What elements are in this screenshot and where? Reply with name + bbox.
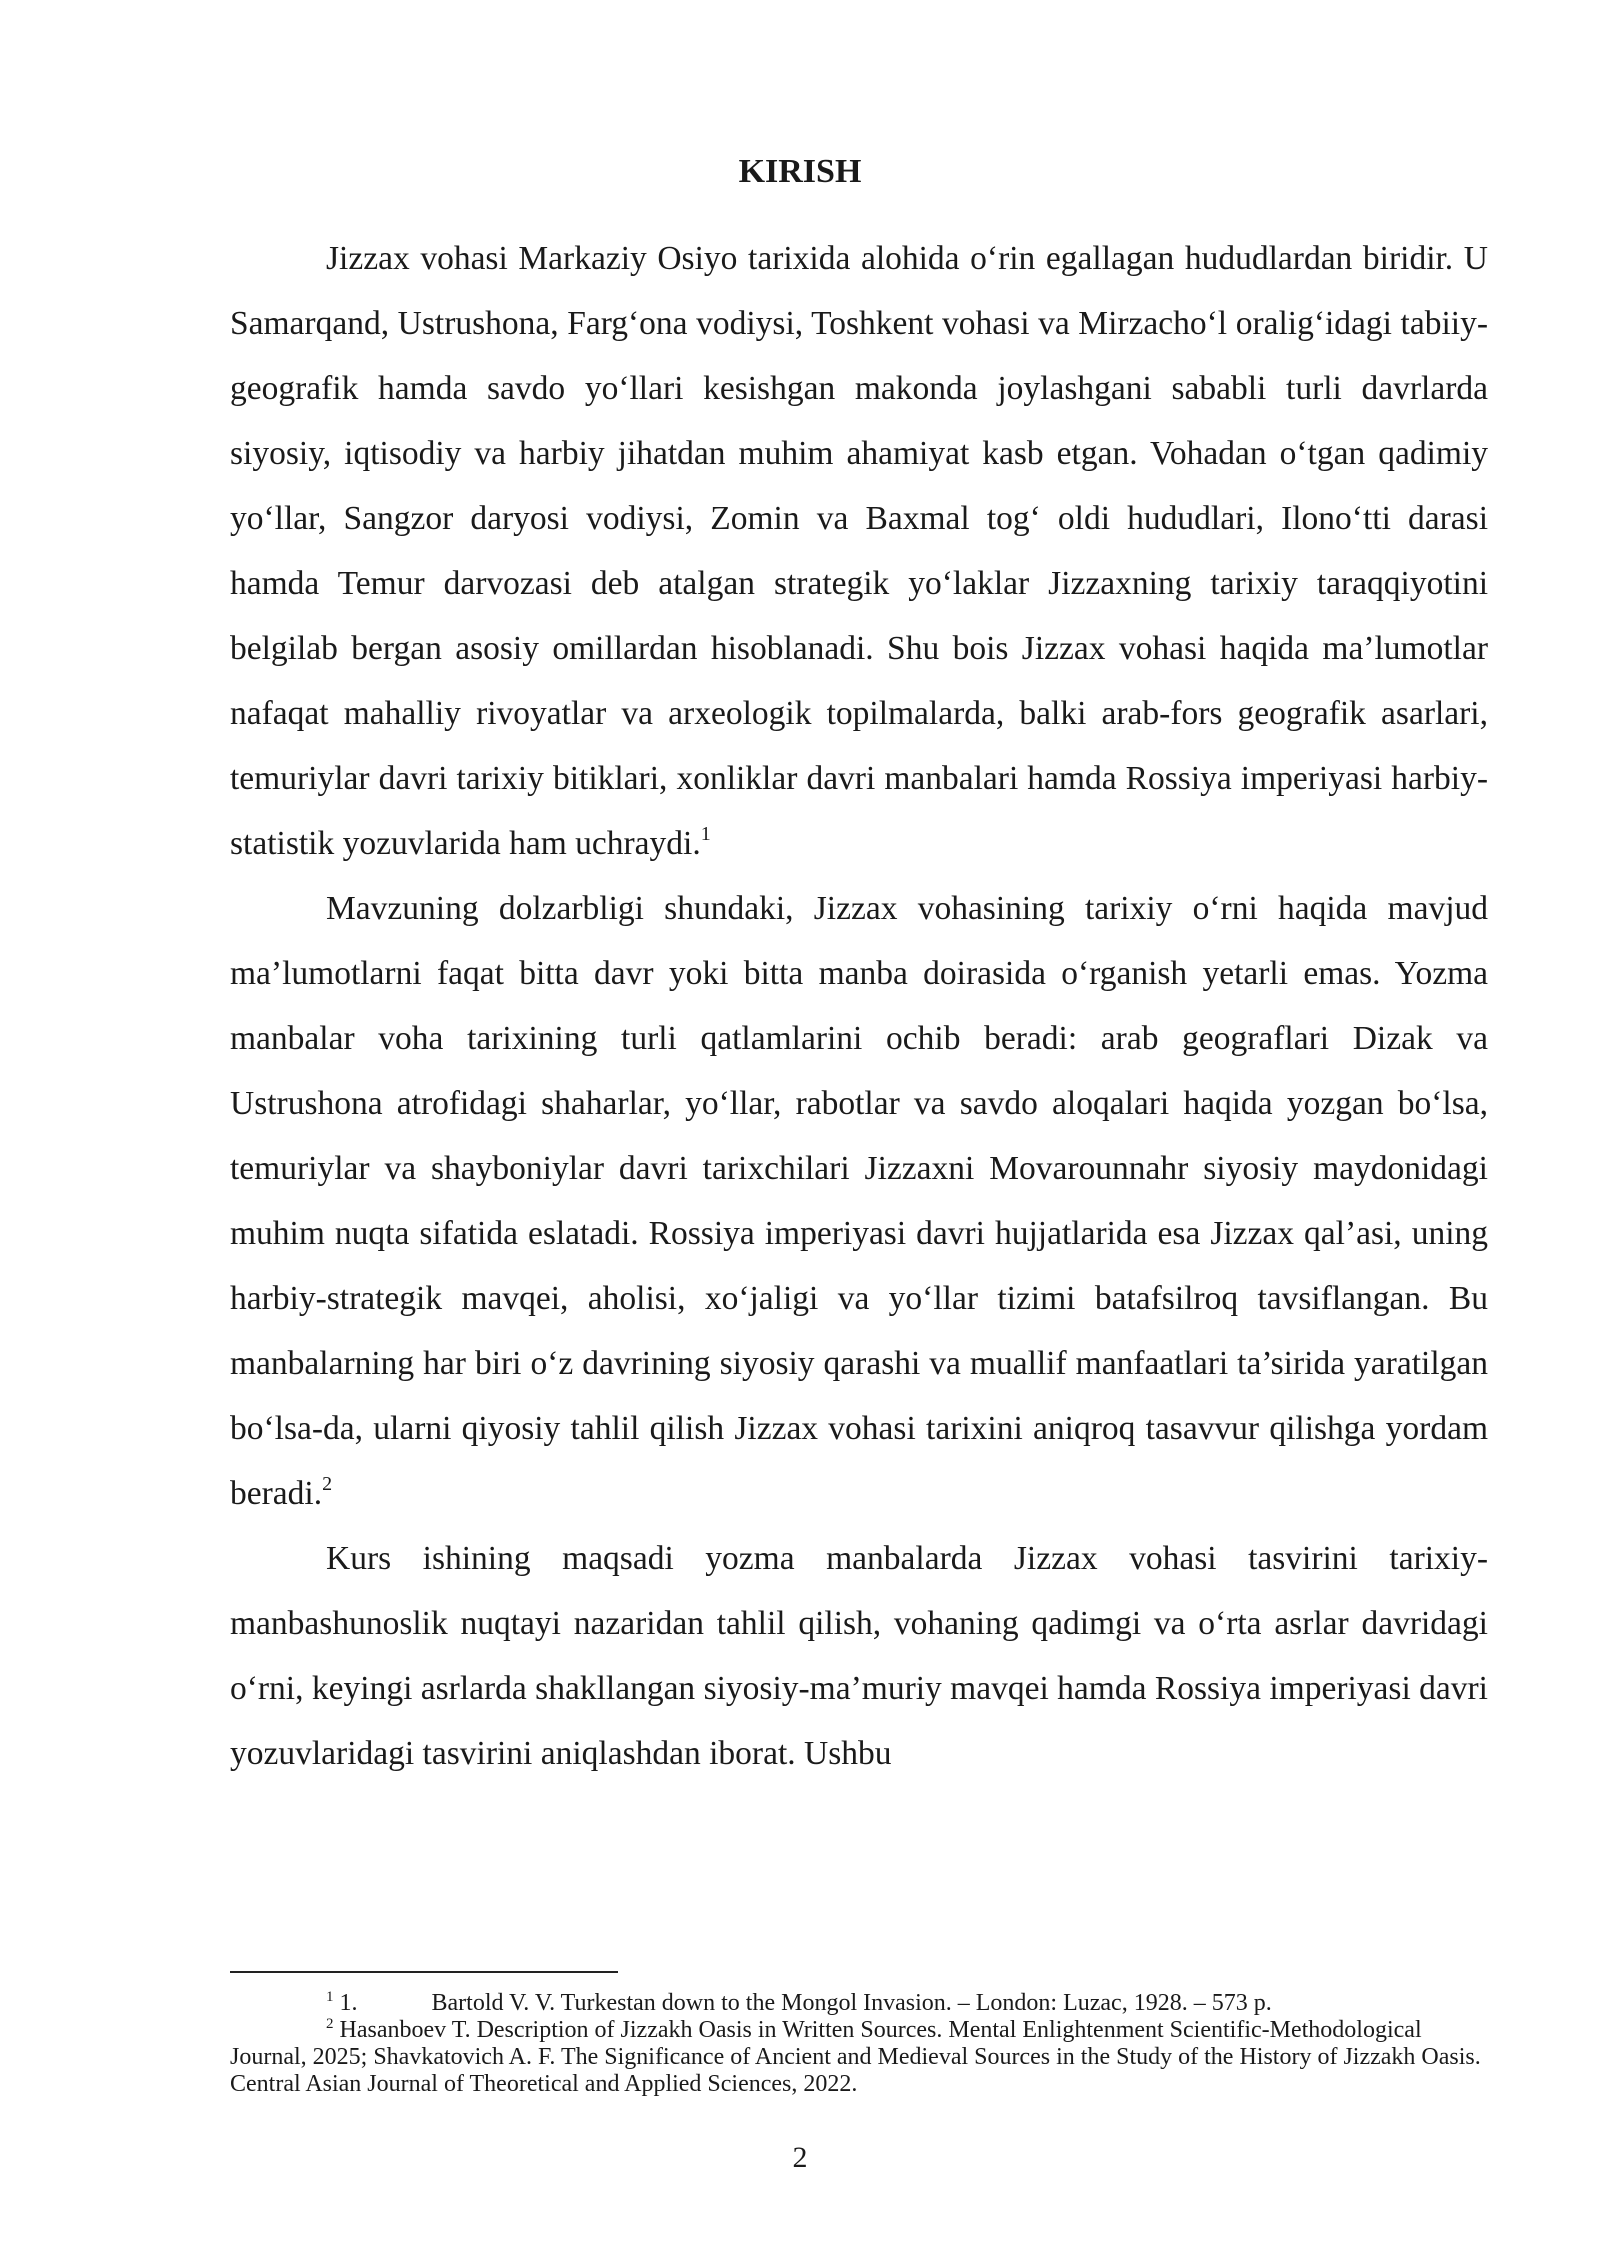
- footnote-2-text: Hasanboev T. Description of Jizzakh Oasis in Written Sources. Mental Enlightenment Scientific-Methodological Journal, 2025; Shavkatovich A. F. The Significance of Ancient and Medieval Sources in the Study of the History of Jizzakh Oasis. Central Asian Journal of Theoretical and Applied Sciences, 2022.: [230, 2017, 1481, 2097]
- paragraph-1-text: Jizzax vohasi Markaziy Osiyo tarixida alohida o‘rin egallagan hududlardan biridir. U Samarqand, Ustrushona, Farg‘ona vodiysi, Toshkent vohasi va Mirzacho‘l oralig‘idagi tabiiy-geografik hamda savdo yo‘llari kesishgan makonda joylashgani sababli turli davrlarda siyosiy, iqtisodiy va harbiy jihatdan muhim ahamiyat kasb etgan. Vohadan o‘tgan qadimiy yo‘llar, Sangzor daryosi vodiysi, Zomin va Baxmal tog‘ oldi hududlari, Ilono‘tti darasi hamda Temur darvozasi deb atalgan strategik yo‘laklar Jizzaxning tarixiy taraqqiyotini belgilab bergan asosiy omillardan hisoblanadi. Shu bois Jizzax vohasi haqida ma’lumotlar nafaqat mahalliy rivoyatlar va arxeologik topilmalarda, balki arab-fors geografik asarlari, temuriylar davri tarixiy bitiklari, xonliklar davri manbalari hamda Rossiya imperiyasi harbiy-statistik yozuvlarida ham uchraydi.: [230, 240, 1488, 862]
- paragraph-2-text: Mavzuning dolzarbligi shundaki, Jizzax vohasining tarixiy o‘rni haqida mavjud ma’lumotlarni faqat bitta davr yoki bitta manba doirasida o‘rganish yetarli emas. Yozma manbalar voha tarixining turli qatlamlarini ochib beradi: arab geograflari Dizak va Ustrushona atrofidagi shaharlar, yo‘llar, rabotlar va savdo aloqalari haqida yozgan bo‘lsa, temuriylar va shayboniylar davri tarixchilari Jizzaxni Movarounnahr siyosiy maydonidagi muhim nuqta sifatida eslatadi. Rossiya imperiyasi davri hujjatlarida esa Jizzax qal’asi, uning harbiy-strategik mavqei, aholisi, xo‘jaligi va yo‘llar tizimi batafsilroq tavsiflangan. Bu manbalarning har biri o‘z davrining siyosiy qarashi va muallif manfaatlari ta’sirida yaratilgan bo‘lsa-da, ularni qiyosiy tahlil qilish Jizzax vohasi tarixini aniqroq tasavvur qilishga yordam beradi.: [230, 890, 1488, 1512]
- footnote-2: [230, 2017, 1488, 2098]
- footnote-mark-1: 1: [326, 1989, 334, 2005]
- footnote-1-text: Bartold V. V. Turkestan down to the Mongol Invasion. – London: Luzac, 1928. – 573 p.: [431, 1990, 1272, 2016]
- body-text: [230, 226, 1488, 1786]
- section-title: KIRISH: [738, 153, 862, 190]
- footnote-mark-2: 2: [326, 2016, 334, 2032]
- page-number: 2: [792, 2141, 808, 2174]
- footnote-1-number: 1.: [339, 1990, 358, 2016]
- footnote-ref-1[interactable]: 1: [700, 823, 711, 845]
- paragraph-3-text: Kurs ishining maqsadi yozma manbalarda Jizzax vohasi tasvirini tarixiy-manbashunoslik nuqtayi nazaridan tahlil qilish, vohaning qadimgi va o‘rta asrlar davridagi o‘rni, keyingi asrlarda shakllangan siyosiy-ma’muriy mavqei hamda Rossiya imperiyasi davri yozuvlaridagi tasvirini aniqlashdan iborat. Ushbu: [230, 1540, 1488, 1772]
- paragraph-1: [230, 226, 1488, 876]
- paragraph-2: [230, 876, 1488, 1526]
- footnotes: [230, 1990, 1488, 2098]
- footnote-1: [230, 1990, 1488, 2017]
- footnote-ref-2[interactable]: 2: [322, 1473, 333, 1495]
- paragraph-3: [230, 1526, 1488, 1786]
- footnote-separator: [230, 1971, 618, 1973]
